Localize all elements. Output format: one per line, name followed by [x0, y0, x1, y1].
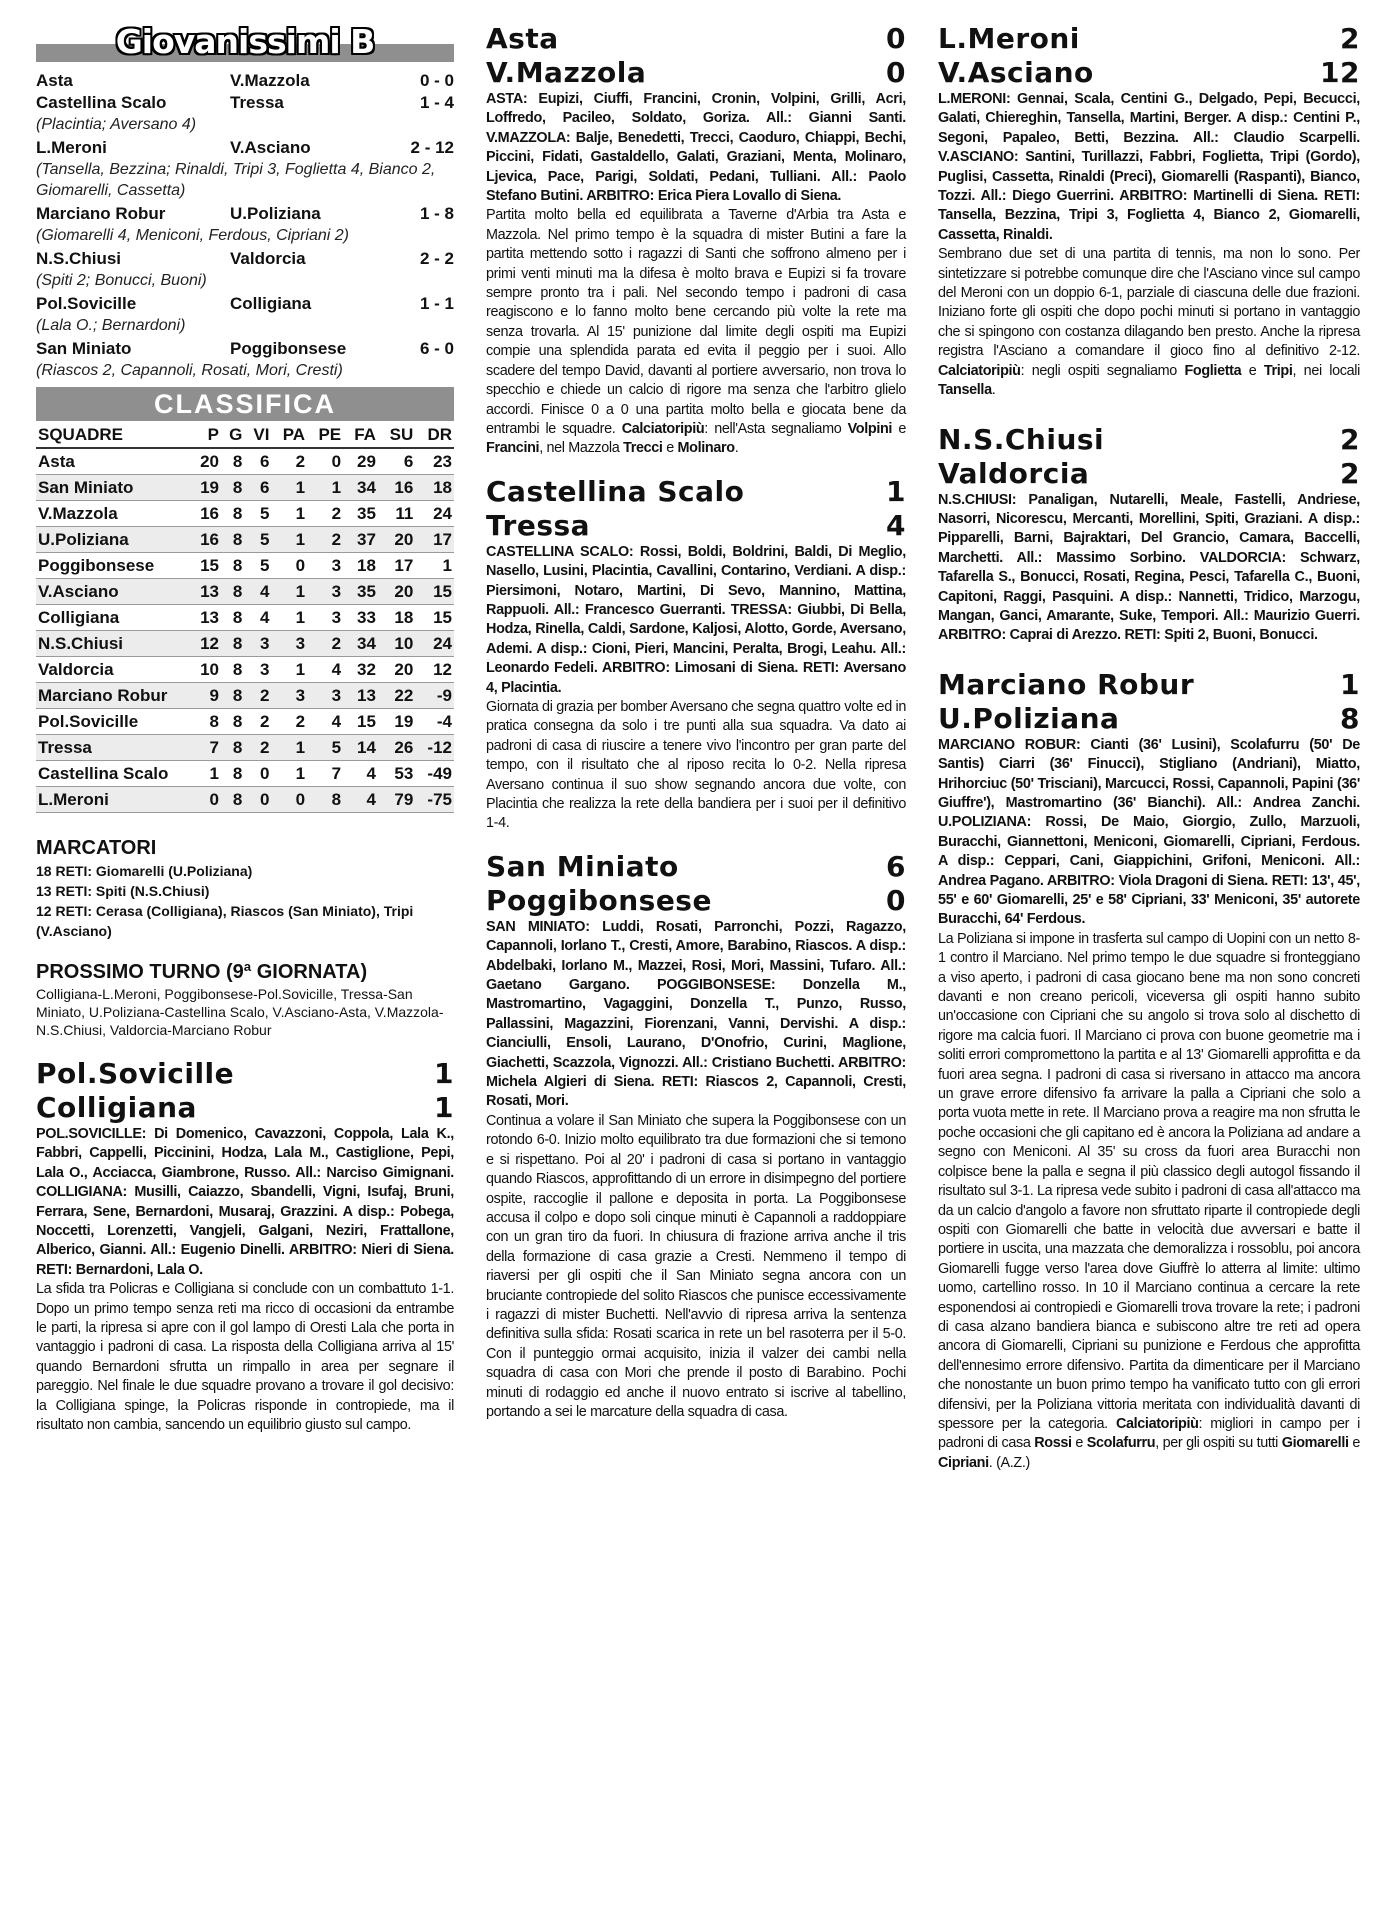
player-name: Scolafurru: [1086, 1435, 1156, 1452]
stat-cell: 14: [343, 735, 378, 761]
player-name: Giomarelli: [1281, 1435, 1349, 1452]
match-sovicille: [36, 1057, 454, 1436]
stat-cell: 79: [378, 787, 415, 813]
away-score: 4: [886, 508, 906, 542]
table-header-cell: SQUADRE: [36, 421, 190, 448]
stat-cell: 2: [307, 631, 343, 657]
team-name-cell: Pol.Sovicille: [36, 709, 190, 735]
home-team: L.Meroni: [36, 138, 107, 157]
stat-cell: 5: [244, 501, 271, 527]
stat-cell: 10: [190, 657, 221, 683]
player-name: Molinaro: [677, 440, 735, 457]
match-score: 1 - 4: [419, 93, 454, 112]
table-row: [36, 553, 454, 579]
away-score: 2: [1340, 456, 1360, 490]
team-name-cell: Colligiana: [36, 605, 190, 631]
report-text: , nel Mazzola: [539, 440, 624, 457]
stat-cell: 10: [378, 631, 415, 657]
stat-cell: 2: [244, 735, 271, 761]
home-team: Asta: [36, 71, 73, 90]
stat-cell: 0: [244, 761, 271, 787]
stat-cell: 8: [221, 787, 244, 813]
prossimo-text: Colligiana-L.Meroni, Poggibonsese-Pol.Sovicille, Tressa-San Miniato, U.Poliziana-Castellina Scalo, V.Asciano-Asta, V.Mazzola-N.S.Chiusi, Valdorcia-Marciano Robur: [36, 986, 444, 1038]
table-header-cell: FA: [343, 421, 378, 448]
away-team: Colligiana: [230, 294, 312, 313]
table-header-cell: SU: [378, 421, 415, 448]
table-row: [36, 579, 454, 605]
marcatori-line: 12 RETI: Cerasa (Colligiana), Riascos (San Miniato), Tripi (V.Asciano): [36, 903, 414, 939]
stat-cell: 33: [343, 605, 378, 631]
stat-cell: 1: [271, 501, 307, 527]
report: [938, 930, 1360, 1473]
stat-cell: 6: [244, 475, 271, 501]
stat-cell: 13: [343, 683, 378, 709]
stat-cell: 24: [415, 631, 454, 657]
stat-cell: 5: [244, 527, 271, 553]
match-away-row: [486, 56, 906, 90]
home-team: L.Meroni: [938, 22, 1080, 55]
stat-cell: 5: [244, 553, 271, 579]
team-name-cell: Marciano Robur: [36, 683, 190, 709]
match-home-row: [938, 668, 1360, 702]
home-team: Castellina Scalo: [486, 474, 745, 508]
column-center: [486, 22, 906, 1422]
stat-cell: 4: [244, 605, 271, 631]
table-row: [36, 787, 454, 813]
away-team: Valdorcia: [938, 456, 1090, 490]
prossimo-title: PROSSIMO TURNO (9ª GIORNATA): [36, 961, 368, 983]
result-row: [36, 338, 454, 360]
stat-cell: 1: [271, 761, 307, 787]
match-score: 1 - 1: [419, 294, 454, 313]
report-text: : negli ospiti segnaliamo: [1020, 362, 1185, 379]
match-marciano: [938, 668, 1360, 1473]
away-score: 0: [886, 883, 906, 917]
result-row: [36, 70, 454, 92]
stat-cell: 7: [190, 735, 221, 761]
match-home-row: [938, 423, 1360, 457]
stat-cell: 19: [190, 475, 221, 501]
player-name: Trecci: [623, 440, 663, 457]
stat-cell: 5: [307, 735, 343, 761]
stat-cell: 6: [378, 448, 415, 475]
stat-cell: 8: [221, 448, 244, 475]
stat-cell: 26: [378, 735, 415, 761]
player-name: Volpini: [847, 420, 893, 437]
table-row: [36, 709, 454, 735]
stat-cell: 1: [271, 735, 307, 761]
stat-cell: 15: [343, 709, 378, 735]
stat-cell: 24: [415, 501, 454, 527]
table-row: [36, 761, 454, 787]
lineup: SAN MINIATO: Luddi, Rosati, Parronchi, Pozzi, Ragazzo, Capannoli, Iorlano T., Cresti, Amore, Barabino, Riascos. A disp.: Abdelbaki, Iorlano M., Mazzei, Rosi, Mori, Massini, Tufaro. All.: Gaetano Gargano. POGGIBONSESE: Donzella M., Mastromartino, Vagaggini, Donzella T., Punzo, Russo, Pallassini, Magazzini, Fiorenzani, Vanni, Dervishi. A disp.: Cianciulli, Ensoli, Laurano, D'Onofrio, Curini, Maglione, Giachetti, Scazzola, Vignozzi. All.: Cristiano Buchetti. ARBITRO: Michela Algieri di Siena. RETI: Riascos 2, Capannoli, Cresti, Rosati, Mori.: [486, 918, 906, 1110]
home-score: 1: [434, 1057, 454, 1090]
match-chiusi: [938, 423, 1360, 646]
stat-cell: 18: [343, 553, 378, 579]
report-text: Sembrano due set di una partita di tennis, ma non lo sono. Per sintetizzare si potrebbe comunque dire che l'Asciano vince sul campo del Meroni con un doppio 6-1, parziale di ciascuna delle due frazioni. Iniziano forte gli ospiti che dopo pochi minuti si portano in vantaggio che si spingono con costanza dilagando ben presto. Anche la ripresa registra l'Asciano a comandare il gioco fino al definitivo 2-12.: [938, 246, 1360, 360]
table-header-row: [36, 421, 454, 448]
away-team: V.Asciano: [938, 56, 1094, 89]
standings-table: [36, 421, 454, 813]
stat-cell: 15: [415, 579, 454, 605]
stat-cell: -75: [415, 787, 454, 813]
stat-cell: 8: [221, 527, 244, 553]
match-home-row: [486, 22, 906, 56]
table-row: [36, 501, 454, 527]
stat-cell: 16: [378, 475, 415, 501]
team-name-cell: N.S.Chiusi: [36, 631, 190, 657]
table-row: [36, 631, 454, 657]
stat-cell: 37: [343, 527, 378, 553]
table-row: [36, 605, 454, 631]
calciatoripiu-label: Calciatoripiù: [938, 362, 1021, 379]
stat-cell: 35: [343, 501, 378, 527]
report: [938, 245, 1360, 400]
away-score: 8: [1340, 701, 1360, 735]
stat-cell: 1: [271, 605, 307, 631]
stat-cell: 4: [307, 709, 343, 735]
match-score: 6 - 0: [419, 339, 454, 358]
result-row: [36, 293, 454, 315]
team-name-cell: Poggibonsese: [36, 553, 190, 579]
team-name-cell: Valdorcia: [36, 657, 190, 683]
stat-cell: 1: [307, 475, 343, 501]
team-name-cell: U.Poliziana: [36, 527, 190, 553]
stat-cell: 0: [190, 787, 221, 813]
stat-cell: -12: [415, 735, 454, 761]
stat-cell: 8: [307, 787, 343, 813]
match-away-row: [36, 1091, 454, 1125]
report: [486, 206, 906, 458]
home-score: 0: [886, 22, 906, 55]
stat-cell: 20: [378, 527, 415, 553]
marcatori-line: 13 RETI: Spiti (N.S.Chiusi): [36, 883, 210, 899]
home-team: Marciano Robur: [938, 667, 1195, 701]
stat-cell: 3: [307, 579, 343, 605]
home-team: N.S.Chiusi: [36, 249, 122, 268]
conj: e: [662, 440, 678, 457]
home-team: N.S.Chiusi: [938, 422, 1105, 456]
stat-cell: 34: [343, 475, 378, 501]
stat-cell: 0: [271, 787, 307, 813]
table-header-cell: P: [190, 421, 221, 448]
home-team: Asta: [486, 22, 559, 55]
report-text: Partita molto bella ed equilibrata a Taverne d'Arbia tra Asta e Mazzola. Nel primo tempo è la squadra di mister Butini a fare la partita mettendo sotto i ragazzi di Santi che soffrono almeno per i primi venti minuti ma la difesa è molto brava e Eupizi si fa trovare sempre pronto tra i pali. Nel secondo tempo i padroni di casa reagiscono e lo fanno molto bene cercando più volte la rete ma senza trovarla. Al 15' punizione dal limite degli ospiti ma Eupizi compie una splendida parata ed evita il peggio per i suoi. Allo scadere del tempo David, davanti al portiere avversario, non trova lo specchio e chiede un calcio di rigore ma senza che l'arbitro glielo accordi. Finisce 0 a 0 una partita molto bella e giocata bene da entrambi le squadre.: [486, 207, 906, 437]
match-home-row: [486, 850, 906, 884]
player-name: Cipriani: [938, 1454, 989, 1471]
away-team: V.Mazzola: [230, 71, 310, 90]
lineup: MARCIANO ROBUR: Cianti (36' Lusini), Scolafurru (50' De Santis) Ciarri (36' Finucci), Stigliano (Andriani), Miatto, Hrihorciuc (50' Trisciani), Marcucci, Rossi, Capannoli, Papini (36' Giuffre'), Mastromartino (36' Bianchi). All.: Andrea Zanchi. U.POLIZIANA: Rossi, De Maio, Giorgio, Zullo, Marzuoli, Buracchi, Giannettoni, Meniconi, Giomarelli, Cipriani, Ferdous. A disp.: Ceppari, Cani, Giappichini, Grifoni, Meniconi. All.: Andrea Pagano. ARBITRO: Viola Dragoni di Siena. RETI: 13', 45', 55' e 60' Giomarelli, 25' e 58' Cipriani, 33' Meniconi, 35' autorete Buracchi, 64' Ferdous.: [938, 736, 1360, 928]
stat-cell: 3: [271, 683, 307, 709]
match-score: 2 - 12: [410, 138, 454, 157]
home-score: 1: [1340, 667, 1360, 701]
stat-cell: 8: [221, 631, 244, 657]
team-name-cell: Tressa: [36, 735, 190, 761]
table-row: [36, 735, 454, 761]
report: Continua a volare il San Miniato che supera la Poggibonsese con un rotondo 6-0. Inizio molto equilibrato tra due formazioni che si temono e si rispettano. Poi al 20' i padroni di casa si portano in vantaggio quando Riascos, approfittando di un errore in disimpegno del portiere ospite, raccoglie il pallone e deposita in porta. La Poggibonsese accusa il colpo e dopo soli cinque minuti è Capannoli a raddoppiare con un gran tiro da fuori. In chiusura di frazione arriva anche il tris della formazione di casa grazie a Cresti. Nemmeno il tempo di riaversi per gli ospiti che il San Miniato segna ancora con un bruciante contropiede del solito Riascos che punisce eccessivamente i ragazzi di mister Buchetti. Nell'avvio di ripresa arriva la sentenza definitiva sulla sfida: Rosati scarica in rete un bel rasoterra per il 5-0. Con il punteggio ormai acquisito, inizia il valzer dei cambi nella squadra di casa con Mori che prende il posto di Barabino. Pochi minuti di rodaggio ed anche il nuovo entrato si iscrive al tabellino, portando a sei le marcature della squadra di casa.: [486, 1112, 906, 1420]
stat-cell: 2: [307, 501, 343, 527]
stat-cell: 3: [307, 605, 343, 631]
stat-cell: -4: [415, 709, 454, 735]
result-scorers: (Tansella, Bezzina; Rinaldi, Tripi 3, Foglietta 4, Bianco 2, Giomarelli, Cassetta): [36, 161, 436, 199]
match-meroni: [938, 22, 1360, 401]
stat-cell: 12: [190, 631, 221, 657]
stat-cell: 18: [378, 605, 415, 631]
team-name-cell: V.Mazzola: [36, 501, 190, 527]
report-end: .: [991, 382, 996, 399]
table-row: [36, 683, 454, 709]
home-score: 2: [1340, 422, 1360, 456]
lineup: ASTA: Eupizi, Ciuffi, Francini, Cronin, Volpini, Grilli, Acri, Loffredo, Pacileo, Soldato, Goriza. All.: Gianni Santi. V.MAZZOLA: Balje, Benedetti, Trecci, Caoduro, Chiappi, Bechi, Piccini, Fidati, Gastaldello, Galati, Graziani, Menta, Molinaro, Ljevica, Pace, Parigi, Soldati, Pedani, Tulliani. All.: Paolo Stefano Butini. ARBITRO: Erica Piera Lovallo di Siena.: [486, 91, 906, 205]
report: Giornata di grazia per bomber Aversano che segna quattro volte ed in pratica consegna da solo i tre punti alla sua squadra. Va dato ai padroni di casa di riuscire a tenere vivo l'incontro per gran parte del tempo, con il risultato che al riposo recita lo 0-2. Nella ripresa Aversano continua il suo show segnando ancora due volte, con Placintia che realizza la rete della bandiera per i suoi per il definitivo 1-4.: [486, 698, 906, 832]
stat-cell: 12: [415, 657, 454, 683]
away-team: U.Poliziana: [230, 204, 321, 223]
stat-cell: 0: [244, 787, 271, 813]
player-name: Tansella: [938, 382, 992, 399]
away-score: 12: [1320, 56, 1360, 89]
away-team: V.Mazzola: [486, 56, 647, 89]
stat-cell: 34: [343, 631, 378, 657]
stat-cell: 2: [244, 683, 271, 709]
stat-cell: 4: [307, 657, 343, 683]
stat-cell: 1: [271, 475, 307, 501]
match-away-row: [938, 702, 1360, 736]
lineup: L.MERONI: Gennai, Scala, Centini G., Delgado, Pepi, Becucci, Galati, Chiereghin, Tansella, Martini, Berger. A disp.: Centini P., Segoni, Papaleo, Betti, Bezzina. All.: Claudio Scarpelli. V.ASCIANO: Santini, Turillazzi, Fabbri, Foglietta, Tripi (Gordo), Puglisi, Cassetta, Rinaldi (Preci), Giomarelli (Raspanti), Bianco, Tozzi. All.: Diego Guerrini. ARBITRO: Martinelli di Siena. RETI: Tansella, Bezzina, Tripi 3, Foglietta 4, Bianco 2, Giomarelli, Cassetta, Rinaldi.: [938, 91, 1360, 243]
table-row: [36, 657, 454, 683]
match-away-row: [938, 457, 1360, 491]
stat-cell: 35: [343, 579, 378, 605]
stat-cell: 1: [415, 553, 454, 579]
classifica-title: CLASSIFICA: [154, 389, 336, 419]
stat-cell: 8: [221, 761, 244, 787]
report-end: . (A.Z.): [988, 1454, 1030, 1471]
match-away-row: [486, 884, 906, 918]
report-text: , nei locali: [1292, 362, 1360, 379]
match-asta: [486, 22, 906, 459]
player-name: Rossi: [1034, 1435, 1072, 1452]
stat-cell: 4: [244, 579, 271, 605]
report-end: .: [734, 440, 739, 457]
home-team: Pol.Sovicille: [36, 1057, 235, 1090]
home-score: 1: [886, 474, 906, 508]
stat-cell: 0: [307, 448, 343, 475]
stat-cell: 29: [343, 448, 378, 475]
match-home-row: [938, 22, 1360, 56]
team-name-cell: V.Asciano: [36, 579, 190, 605]
stat-cell: 11: [378, 501, 415, 527]
team-name-cell: San Miniato: [36, 475, 190, 501]
lineup: POL.SOVICILLE: Di Domenico, Cavazzoni, Coppola, Lala K., Fabbri, Cappelli, Piccinini, Hodza, Lala M., Castiglione, Pepi, Lala O., Acciacca, Giambrone, Russo. All.: Narciso Gimignani. COLLIGIANA: Musilli, Caiazzo, Sbandelli, Vigni, Isufaj, Bruni, Ferrara, Sene, Bernardoni, Musaraj, Grazzini. A disp.: Pobega, Noccetti, Lorenzetti, Vangjeli, Galgani, Neziri, Frattallone, Alberico, Gianni. All.: Eugenio Dinelli. ARBITRO: Nieri di Siena. RETI: Bernardoni, Lala O.: [36, 1126, 454, 1278]
stat-cell: 19: [378, 709, 415, 735]
away-team: Valdorcia: [230, 249, 306, 268]
marcatori-title: MARCATORI: [36, 837, 157, 859]
home-team: Pol.Sovicille: [36, 294, 137, 313]
away-team: Poggibonsese: [486, 883, 712, 917]
stat-cell: 8: [190, 709, 221, 735]
stat-cell: 9: [190, 683, 221, 709]
marcatori-line: 18 RETI: Giomarelli (U.Poliziana): [36, 863, 253, 879]
table-header-cell: DR: [415, 421, 454, 448]
conj: e: [1071, 1435, 1087, 1452]
report-text: : migliori in campo per i padroni di casa: [938, 1415, 1360, 1452]
player-name: Foglietta: [1184, 362, 1242, 379]
stat-cell: 8: [221, 735, 244, 761]
result-scorers: (Spiti 2; Bonucci, Buoni): [36, 272, 207, 289]
conj: e: [1241, 362, 1264, 379]
table-row: [36, 448, 454, 475]
result-row: [36, 137, 454, 159]
away-team: Poggibonsese: [230, 339, 347, 358]
result-scorers: (Giomarelli 4, Meniconi, Ferdous, Cipriani 2): [36, 227, 349, 244]
stat-cell: 16: [190, 527, 221, 553]
stat-cell: -49: [415, 761, 454, 787]
team-name-cell: Asta: [36, 448, 190, 475]
section-banner: [36, 22, 454, 64]
stat-cell: 1: [271, 657, 307, 683]
player-name: Tripi: [1263, 362, 1293, 379]
home-score: 6: [886, 849, 906, 883]
stat-cell: 8: [221, 475, 244, 501]
match-sanminiato: [486, 850, 906, 1423]
conj: e: [892, 420, 906, 437]
report-text: , per gli ospiti su tutti: [1155, 1435, 1282, 1452]
home-team: Castellina Scalo: [36, 93, 167, 112]
match-home-row: [486, 475, 906, 509]
match-score: 0 - 0: [419, 71, 454, 90]
stat-cell: 15: [190, 553, 221, 579]
stat-cell: 15: [415, 605, 454, 631]
away-team: Tressa: [486, 508, 591, 542]
stat-cell: 8: [221, 605, 244, 631]
stat-cell: 53: [378, 761, 415, 787]
result-row: [36, 92, 454, 114]
stat-cell: 2: [271, 448, 307, 475]
stat-cell: 6: [244, 448, 271, 475]
table-row: [36, 527, 454, 553]
table-row: [36, 475, 454, 501]
stat-cell: 8: [221, 579, 244, 605]
table-header-cell: G: [221, 421, 244, 448]
stat-cell: 4: [343, 761, 378, 787]
result-scorers: (Placintia; Aversano 4): [36, 116, 197, 133]
stat-cell: -9: [415, 683, 454, 709]
stat-cell: 18: [415, 475, 454, 501]
result-scorers: (Riascos 2, Capannoli, Rosati, Mori, Cresti): [36, 362, 343, 379]
stat-cell: 17: [378, 553, 415, 579]
report-text: : nell'Asta segnaliamo: [704, 420, 848, 437]
stat-cell: 8: [221, 501, 244, 527]
stat-cell: 3: [244, 657, 271, 683]
classifica-banner: [36, 387, 454, 421]
stat-cell: 8: [221, 683, 244, 709]
match-away-row: [938, 56, 1360, 90]
away-team: U.Poliziana: [938, 701, 1120, 735]
stat-cell: 3: [307, 553, 343, 579]
lineup: CASTELLINA SCALO: Rossi, Boldi, Boldrini, Baldi, Di Meglio, Nasello, Lusini, Placintia, Cavallini, Contarino, Verdiani. A disp.: Piersimoni, Notaro, Martini, Di Sevo, Mannino, Mattina, Rappuoli. All.: Francesco Guerranti. TRESSA: Giubbi, Di Bella, Hodza, Rinella, Caldi, Sardone, Kaljosi, Alotto, Gorde, Aversano, Ademi. A disp.: Cioni, Pieri, Mancini, Peralta, Brogi, Leahu. All.: Leonardo Fedeli. ARBITRO: Limosani di Siena. RETI: Aversano 4, Placintia.: [486, 543, 906, 696]
calciatoripiu-label: Calciatoripiù: [1115, 1415, 1199, 1432]
result-row: [36, 248, 454, 270]
away-score: 1: [434, 1091, 454, 1124]
stat-cell: 1: [271, 527, 307, 553]
stat-cell: 1: [190, 761, 221, 787]
stat-cell: 32: [343, 657, 378, 683]
away-team: V.Asciano: [230, 138, 311, 157]
calciatoripiu-label: Calciatoripiù: [621, 420, 705, 437]
stat-cell: 0: [271, 553, 307, 579]
away-score: 0: [886, 56, 906, 89]
stat-cell: 4: [343, 787, 378, 813]
stat-cell: 3: [244, 631, 271, 657]
stat-cell: 3: [271, 631, 307, 657]
stat-cell: 13: [190, 579, 221, 605]
stat-cell: 20: [190, 448, 221, 475]
stat-cell: 20: [378, 579, 415, 605]
results-list: [36, 70, 454, 381]
report-text: La Poliziana si impone in trasferta sul campo di Uopini con un netto 8-1 contro il Marciano. Nel primo tempo le due squadre si fronteggiano a viso aperto, i padroni di casa giocano bene ma non sono concreti davanti e non creano pericoli, viceversa gli ospiti hanno subito un'occasione con Cipriani che su angolo si trova solo al dischetto di rigore ma calcia fuori. Il Marciano ci prova con buone geometrie ma i soliti errori compromettono la partita e al 13' Giomarelli approfitta e da fuori area segna. I padroni di casa si riversano in attacco ma ancora un grave errore difensivo fa arrivare la palla a Cipriani che solo a porta vuota mette in rete. Il Marciano prova a reagire ma non sfrutta le poche occasioni che gli capitano ed è ancora la Poliziana ad andare a segno con Meniconi. Al 35' su cross da fuori area Buracchi non colpisce bene la palla e segna il più classico degli autogol fissando il risultato sul 3-1. La ripresa vede subito i padroni di casa all'attacco ma da un calcio d'angolo a favore non sfruttato riparte il contropiede degli ospiti con Giomarelli che batte in velocità due avversari e batte il portiere in uscita, una mazzata che demoralizza i rossoblu, poi ancora Giomarelli fugge verso l'area dove Giuffrè lo atterra al limite: ultimo uomo, cartellino rosso. In 10 il Marciano continua a cercare la rete esponendosi ai contropiedi e Giomarelli trova trovare la rete; i padroni di casa alzano bandiera bianca e subiscono altre tre reti ad opera ancora di Giomarelli, Cipriani su punizione e Ferdous che approfitta dell'ennesimo errore difensivo. Partita da dimenticare per il Marciano che nonostante un buon primo tempo ha vanificato tutto con gli errori difensivi, per la Poliziana vittoria meritata con individualità davanti di spessore per la categoria.: [938, 930, 1360, 1432]
stat-cell: 8: [221, 657, 244, 683]
lineup: N.S.CHIUSI: Panaligan, Nutarelli, Meale, Fastelli, Andriese, Nasorri, Nicorescu, Mercanti, Morellini, Spiti, Graziani. A disp.: Pipparelli, Barni, Bajraktari, Del Grancio, Camara, Baccelli, Marchetti. All.: Massimo Sorbino. VALDORCIA: Schwarz, Tafarella S., Bonucci, Rosati, Regina, Pesci, Tafarella C., Buoni, Capitoni, Raggi, Pasquini. A disp.: Nannetti, Tridico, Marzogu, Mangan, Ganci, Amarante, Suke, Tempori. All.: Maurizio Guerri. ARBITRO: Caprai di Arezzo. RETI: Spiti 2, Buoni, Bonucci.: [938, 491, 1360, 644]
stat-cell: 23: [415, 448, 454, 475]
match-home-row: [36, 1057, 454, 1091]
match-castellina: [486, 475, 906, 834]
stat-cell: 2: [307, 527, 343, 553]
home-team: Marciano Robur: [36, 204, 166, 223]
column-left: [36, 22, 454, 1436]
away-team: Tressa: [230, 93, 284, 112]
match-away-row: [486, 509, 906, 543]
stat-cell: 13: [190, 605, 221, 631]
home-team: San Miniato: [36, 339, 132, 358]
stat-cell: 2: [244, 709, 271, 735]
stat-cell: 22: [378, 683, 415, 709]
result-scorers: (Lala O.; Bernardoni): [36, 317, 186, 334]
stat-cell: 8: [221, 553, 244, 579]
stat-cell: 20: [378, 657, 415, 683]
table-header-cell: VI: [244, 421, 271, 448]
table-header-cell: PA: [271, 421, 307, 448]
home-team: San Miniato: [486, 849, 679, 883]
player-name: Francini: [486, 440, 540, 457]
away-team: Colligiana: [36, 1091, 197, 1124]
report: La sfida tra Policras e Colligiana si conclude con un combattuto 1-1. Dopo un primo tempo senza reti ma ricco di occasioni da entrambe le parti, la ripresa si apre con il gol lampo di Oresti Lala che porta in vantaggio i padroni di casa. La risposta della Colligiana arriva al 15' quando Bernardoni sfrutta un rimpallo in area per segnare il pareggio. Nel finale le due squadre provano a trovare il gol decisivo: la Colligiana spinge, la Policras risponde in contropiede, ma il risultato non cambia, sancendo un equilibrio giusto sul campo.: [36, 1281, 454, 1434]
stat-cell: 7: [307, 761, 343, 787]
match-score: 1 - 8: [419, 204, 454, 223]
banner-title: Giovanissimi B: [115, 22, 375, 61]
table-header-cell: PE: [307, 421, 343, 448]
team-name-cell: L.Meroni: [36, 787, 190, 813]
stat-cell: 2: [271, 709, 307, 735]
team-name-cell: Castellina Scalo: [36, 761, 190, 787]
match-score: 2 - 2: [419, 249, 454, 268]
conj: e: [1348, 1435, 1360, 1452]
stat-cell: 1: [271, 579, 307, 605]
column-right: [938, 22, 1360, 1473]
stat-cell: 3: [307, 683, 343, 709]
result-row: [36, 203, 454, 225]
stat-cell: 8: [221, 709, 244, 735]
stat-cell: 16: [190, 501, 221, 527]
stat-cell: 17: [415, 527, 454, 553]
home-score: 2: [1340, 22, 1360, 55]
marcatori-list: [36, 861, 454, 941]
